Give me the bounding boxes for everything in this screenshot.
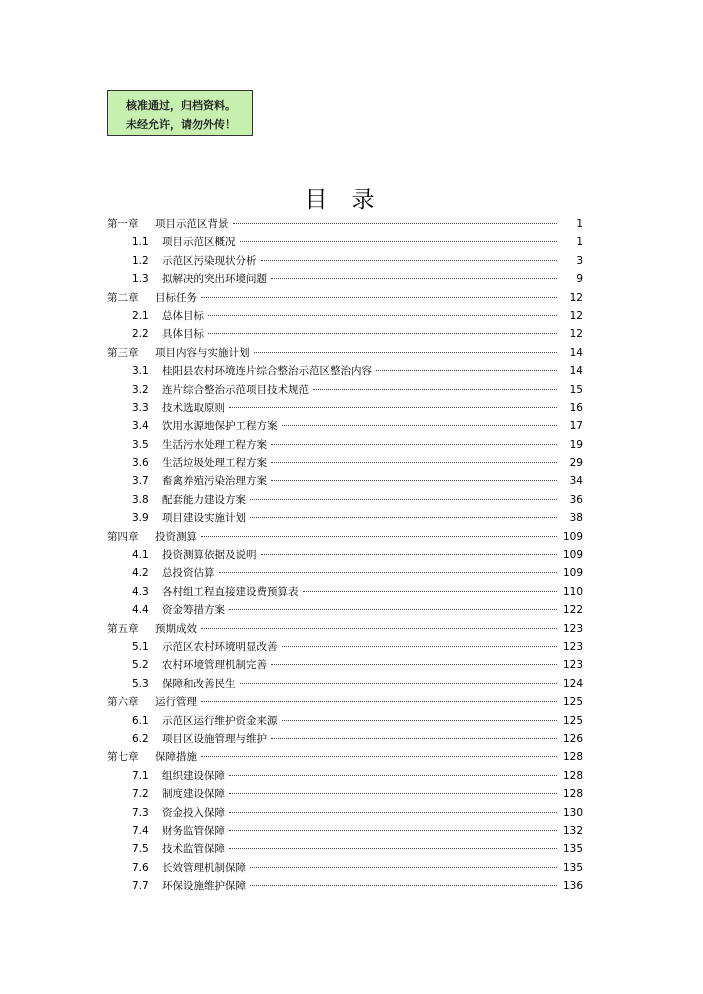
- toc-entry-page: 123: [562, 659, 583, 672]
- toc-dot-leader: [229, 775, 557, 776]
- toc-entry-label: 各村组工程直接建设费预算表: [162, 585, 299, 598]
- toc-entry-label: 具体目标: [162, 328, 204, 341]
- toc-dot-leader: [282, 425, 558, 426]
- toc-entry-number: 5.3: [132, 677, 149, 690]
- toc-entry-label: 投资测算: [155, 530, 197, 543]
- toc-entry-page: 12: [569, 309, 583, 322]
- toc-entry-label: 预期成效: [155, 622, 197, 635]
- toc-entry-label: 技术选取原则: [162, 401, 225, 414]
- toc-dot-leader: [208, 333, 557, 334]
- toc-entry-label: 保障和改善民生: [162, 677, 236, 690]
- toc-chapter-entry[interactable]: [107, 289, 583, 307]
- toc-entry-page: 109: [562, 530, 583, 543]
- toc-chapter-entry[interactable]: [107, 344, 583, 362]
- toc-entry-number: 7.6: [132, 861, 149, 874]
- toc-dot-leader: [303, 591, 558, 592]
- toc-chapter-entry[interactable]: [107, 528, 583, 546]
- toc-entry-number: 2.2: [132, 328, 149, 341]
- toc-entry-label: 制度建设保障: [162, 788, 225, 801]
- toc-section-entry[interactable]: [107, 454, 583, 472]
- toc-entry-label: 资金筹措方案: [162, 604, 225, 617]
- toc-section-entry[interactable]: [107, 785, 583, 803]
- toc-entry-page: 135: [562, 861, 583, 874]
- toc-entry-page: 34: [569, 475, 583, 488]
- toc-dot-leader: [229, 793, 557, 794]
- toc-section-entry[interactable]: [107, 509, 583, 527]
- toc-entry-page: 1: [576, 218, 583, 230]
- toc-entry-label: 畜禽养殖污染治理方案: [162, 475, 267, 488]
- toc-entry-label: 环保设施维护保障: [162, 880, 246, 893]
- toc-entry-number: 4.1: [132, 549, 149, 562]
- toc-entry-number: 3.6: [132, 457, 149, 470]
- toc-entry-page: 123: [562, 622, 583, 635]
- toc-entry-page: 29: [569, 457, 583, 470]
- toc-chapter-entry[interactable]: [107, 620, 583, 638]
- toc-entry-page: 128: [562, 788, 583, 801]
- toc-dot-leader: [201, 297, 557, 298]
- toc-dot-leader: [271, 444, 557, 445]
- toc-dot-leader: [229, 830, 557, 831]
- toc-entry-page: 128: [562, 751, 583, 764]
- toc-dot-leader: [261, 554, 558, 555]
- toc-entry-number: 第三章: [107, 346, 139, 359]
- toc-entry-number: 4.2: [132, 567, 149, 580]
- toc-section-entry[interactable]: [107, 436, 583, 454]
- toc-dot-leader: [201, 756, 557, 757]
- toc-entry-page: 130: [562, 806, 583, 819]
- toc-entry-number: 2.1: [132, 309, 149, 322]
- toc-entry-number: 第二章: [107, 291, 139, 304]
- toc-entry-number: 3.4: [132, 420, 149, 433]
- toc-entry-page: 1: [576, 236, 583, 249]
- toc-entry-page: 17: [569, 420, 583, 433]
- toc-entry-label: 项目示范区背景: [155, 218, 229, 230]
- toc-section-entry[interactable]: [107, 859, 583, 877]
- toc-entry-label: 财务监管保障: [162, 824, 225, 837]
- toc-entry-page: 124: [562, 677, 583, 690]
- toc-section-entry[interactable]: [107, 417, 583, 435]
- toc-entry-page: 123: [562, 640, 583, 653]
- toc-chapter-entry[interactable]: [107, 748, 583, 766]
- toc-entry-number: 3.1: [132, 365, 149, 378]
- toc-dot-leader: [229, 812, 557, 813]
- toc-entry-page: 132: [562, 824, 583, 837]
- toc-entry-number: 4.4: [132, 604, 149, 617]
- toc-entry-page: 36: [569, 493, 583, 506]
- toc-dot-leader: [201, 701, 557, 702]
- toc-entry-page: 14: [569, 365, 583, 378]
- toc-section-entry[interactable]: [107, 233, 583, 251]
- toc-entry-number: 3.5: [132, 438, 149, 451]
- toc-entry-label: 连片综合整治示范项目技术规范: [162, 383, 309, 396]
- toc-entry-label: 技术监管保障: [162, 843, 225, 856]
- toc-entry-label: 生活垃圾处理工程方案: [162, 457, 267, 470]
- toc-entry-page: 19: [569, 438, 583, 451]
- toc-entry-label: 拟解决的突出环境问题: [162, 273, 267, 286]
- toc-entry-number: 第五章: [107, 622, 139, 635]
- toc-entry-label: 生活污水处理工程方案: [162, 438, 267, 451]
- toc-entry-page: 38: [569, 512, 583, 525]
- toc-entry-label: 项目内容与实施计划: [155, 346, 250, 359]
- toc-section-entry[interactable]: [107, 307, 583, 325]
- toc-entry-number: 1.1: [132, 236, 149, 249]
- toc-entry-label: 运行管理: [155, 696, 197, 709]
- toc-entry-number: 6.1: [132, 714, 149, 727]
- toc-section-entry[interactable]: [107, 656, 583, 674]
- toc-entry-page: 136: [562, 880, 583, 893]
- toc-section-entry[interactable]: [107, 675, 583, 693]
- toc-entry-number: 1.3: [132, 273, 149, 286]
- toc-dot-leader: [376, 370, 557, 371]
- toc-entry-number: 第七章: [107, 751, 139, 764]
- toc-entry-label: 示范区污染现状分析: [162, 254, 257, 267]
- toc-entry-label: 总投资估算: [162, 567, 215, 580]
- toc-dot-leader: [208, 315, 557, 316]
- toc-entry-page: 12: [569, 291, 583, 304]
- toc-entry-label: 农村环境管理机制完善: [162, 659, 267, 672]
- toc-dot-leader: [229, 609, 557, 610]
- toc-section-entry[interactable]: [107, 583, 583, 601]
- toc-entry-number: 1.2: [132, 254, 149, 267]
- toc-entry-page: 14: [569, 346, 583, 359]
- toc-entry-number: 5.1: [132, 640, 149, 653]
- toc-section-entry[interactable]: [107, 491, 583, 509]
- toc-dot-leader: [254, 352, 558, 353]
- toc-section-entry[interactable]: [107, 712, 583, 730]
- toc-dot-leader: [250, 499, 557, 500]
- toc-entry-number: 7.3: [132, 806, 149, 819]
- toc-entry-page: 16: [569, 401, 583, 414]
- toc-dot-leader: [271, 480, 557, 481]
- toc-entry-label: 配套能力建设方案: [162, 493, 246, 506]
- toc-section-entry[interactable]: [107, 601, 583, 619]
- toc-section-entry[interactable]: [107, 546, 583, 564]
- toc-entry-label: 资金投入保障: [162, 806, 225, 819]
- toc-section-entry[interactable]: [107, 877, 583, 895]
- toc-dot-leader: [229, 407, 557, 408]
- page-title: 目录: [304, 187, 399, 213]
- toc-entry-page: 15: [569, 383, 583, 396]
- toc-entry-page: 9: [576, 273, 583, 286]
- toc-entry-page: 3: [576, 254, 583, 267]
- toc-dot-leader: [201, 536, 557, 537]
- toc-section-entry[interactable]: [107, 638, 583, 656]
- toc-entry-page: 109: [562, 567, 583, 580]
- toc-entry-number: 3.2: [132, 383, 149, 396]
- toc-entry-page: 125: [562, 714, 583, 727]
- toc-section-entry[interactable]: [107, 362, 583, 380]
- toc-entry-number: 4.3: [132, 585, 149, 598]
- toc-section-entry[interactable]: [107, 325, 583, 343]
- toc-entry-number: 3.9: [132, 512, 149, 525]
- toc-section-entry[interactable]: [107, 767, 583, 785]
- approval-stamp: [107, 90, 253, 136]
- toc-entry-number: 7.1: [132, 769, 149, 782]
- toc-dot-leader: [240, 683, 558, 684]
- toc-entry-label: 项目示范区概况: [162, 236, 236, 249]
- toc-dot-leader: [271, 462, 557, 463]
- toc-entry-label: 桂阳县农村环境连片综合整治示范区整治内容: [162, 365, 372, 378]
- toc-entry-label: 示范区运行维护资金来源: [162, 714, 278, 727]
- toc-dot-leader: [233, 223, 558, 224]
- toc-entry-number: 3.7: [132, 475, 149, 488]
- toc-dot-leader: [250, 867, 557, 868]
- toc-dot-leader: [201, 628, 557, 629]
- toc-entry-page: 125: [562, 696, 583, 709]
- toc-entry-page: 12: [569, 328, 583, 341]
- toc-entry-number: 5.2: [132, 659, 149, 672]
- toc-entry-page: 122: [562, 604, 583, 617]
- toc-section-entry[interactable]: [107, 804, 583, 822]
- toc-dot-leader: [229, 848, 557, 849]
- toc-chapter-entry[interactable]: [107, 215, 583, 233]
- toc-dot-leader: [250, 885, 557, 886]
- table-of-contents: [107, 215, 583, 895]
- toc-dot-leader: [250, 517, 557, 518]
- toc-entry-label: 目标任务: [155, 291, 197, 304]
- toc-dot-leader: [240, 241, 558, 242]
- toc-section-entry[interactable]: [107, 270, 583, 288]
- toc-entry-page: 135: [562, 843, 583, 856]
- stamp-line-2: 未经允许，请勿外传！: [126, 118, 236, 131]
- toc-entry-label: 总体目标: [162, 309, 204, 322]
- toc-entry-label: 项目区设施管理与维护: [162, 732, 267, 745]
- toc-entry-label: 示范区农村环境明显改善: [162, 640, 278, 653]
- toc-dot-leader: [261, 260, 558, 261]
- toc-dot-leader: [271, 664, 557, 665]
- toc-entry-number: 3.8: [132, 493, 149, 506]
- toc-chapter-entry[interactable]: [107, 693, 583, 711]
- toc-entry-page: 109: [562, 549, 583, 562]
- toc-section-entry[interactable]: [107, 822, 583, 840]
- toc-entry-number: 第四章: [107, 530, 139, 543]
- toc-entry-label: 长效管理机制保障: [162, 861, 246, 874]
- toc-entry-number: 7.4: [132, 824, 149, 837]
- toc-entry-number: 6.2: [132, 732, 149, 745]
- toc-section-entry[interactable]: [107, 381, 583, 399]
- toc-dot-leader: [282, 646, 558, 647]
- stamp-line-1: 核准通过，归档资料。: [126, 99, 236, 112]
- toc-section-entry[interactable]: [107, 472, 583, 490]
- toc-dot-leader: [282, 720, 558, 721]
- toc-entry-label: 组织建设保障: [162, 769, 225, 782]
- toc-dot-leader: [219, 572, 558, 573]
- toc-entry-number: 7.2: [132, 788, 149, 801]
- toc-entry-number: 第一章: [107, 218, 139, 230]
- toc-entry-page: 128: [562, 769, 583, 782]
- toc-entry-page: 126: [562, 732, 583, 745]
- toc-entry-label: 饮用水源地保护工程方案: [162, 420, 278, 433]
- toc-section-entry[interactable]: [107, 564, 583, 582]
- toc-dot-leader: [313, 389, 557, 390]
- toc-section-entry[interactable]: [107, 840, 583, 858]
- toc-section-entry[interactable]: [107, 252, 583, 270]
- toc-entry-number: 7.5: [132, 843, 149, 856]
- toc-dot-leader: [271, 738, 557, 739]
- toc-section-entry[interactable]: [107, 730, 583, 748]
- toc-section-entry[interactable]: [107, 399, 583, 417]
- toc-entry-label: 保障措施: [155, 751, 197, 764]
- toc-dot-leader: [271, 278, 557, 279]
- toc-entry-number: 3.3: [132, 401, 149, 414]
- toc-entry-label: 投资测算依据及说明: [162, 549, 257, 562]
- toc-entry-number: 第六章: [107, 696, 139, 709]
- toc-entry-page: 110: [562, 585, 583, 598]
- toc-entry-number: 7.7: [132, 880, 149, 893]
- toc-entry-label: 项目建设实施计划: [162, 512, 246, 525]
